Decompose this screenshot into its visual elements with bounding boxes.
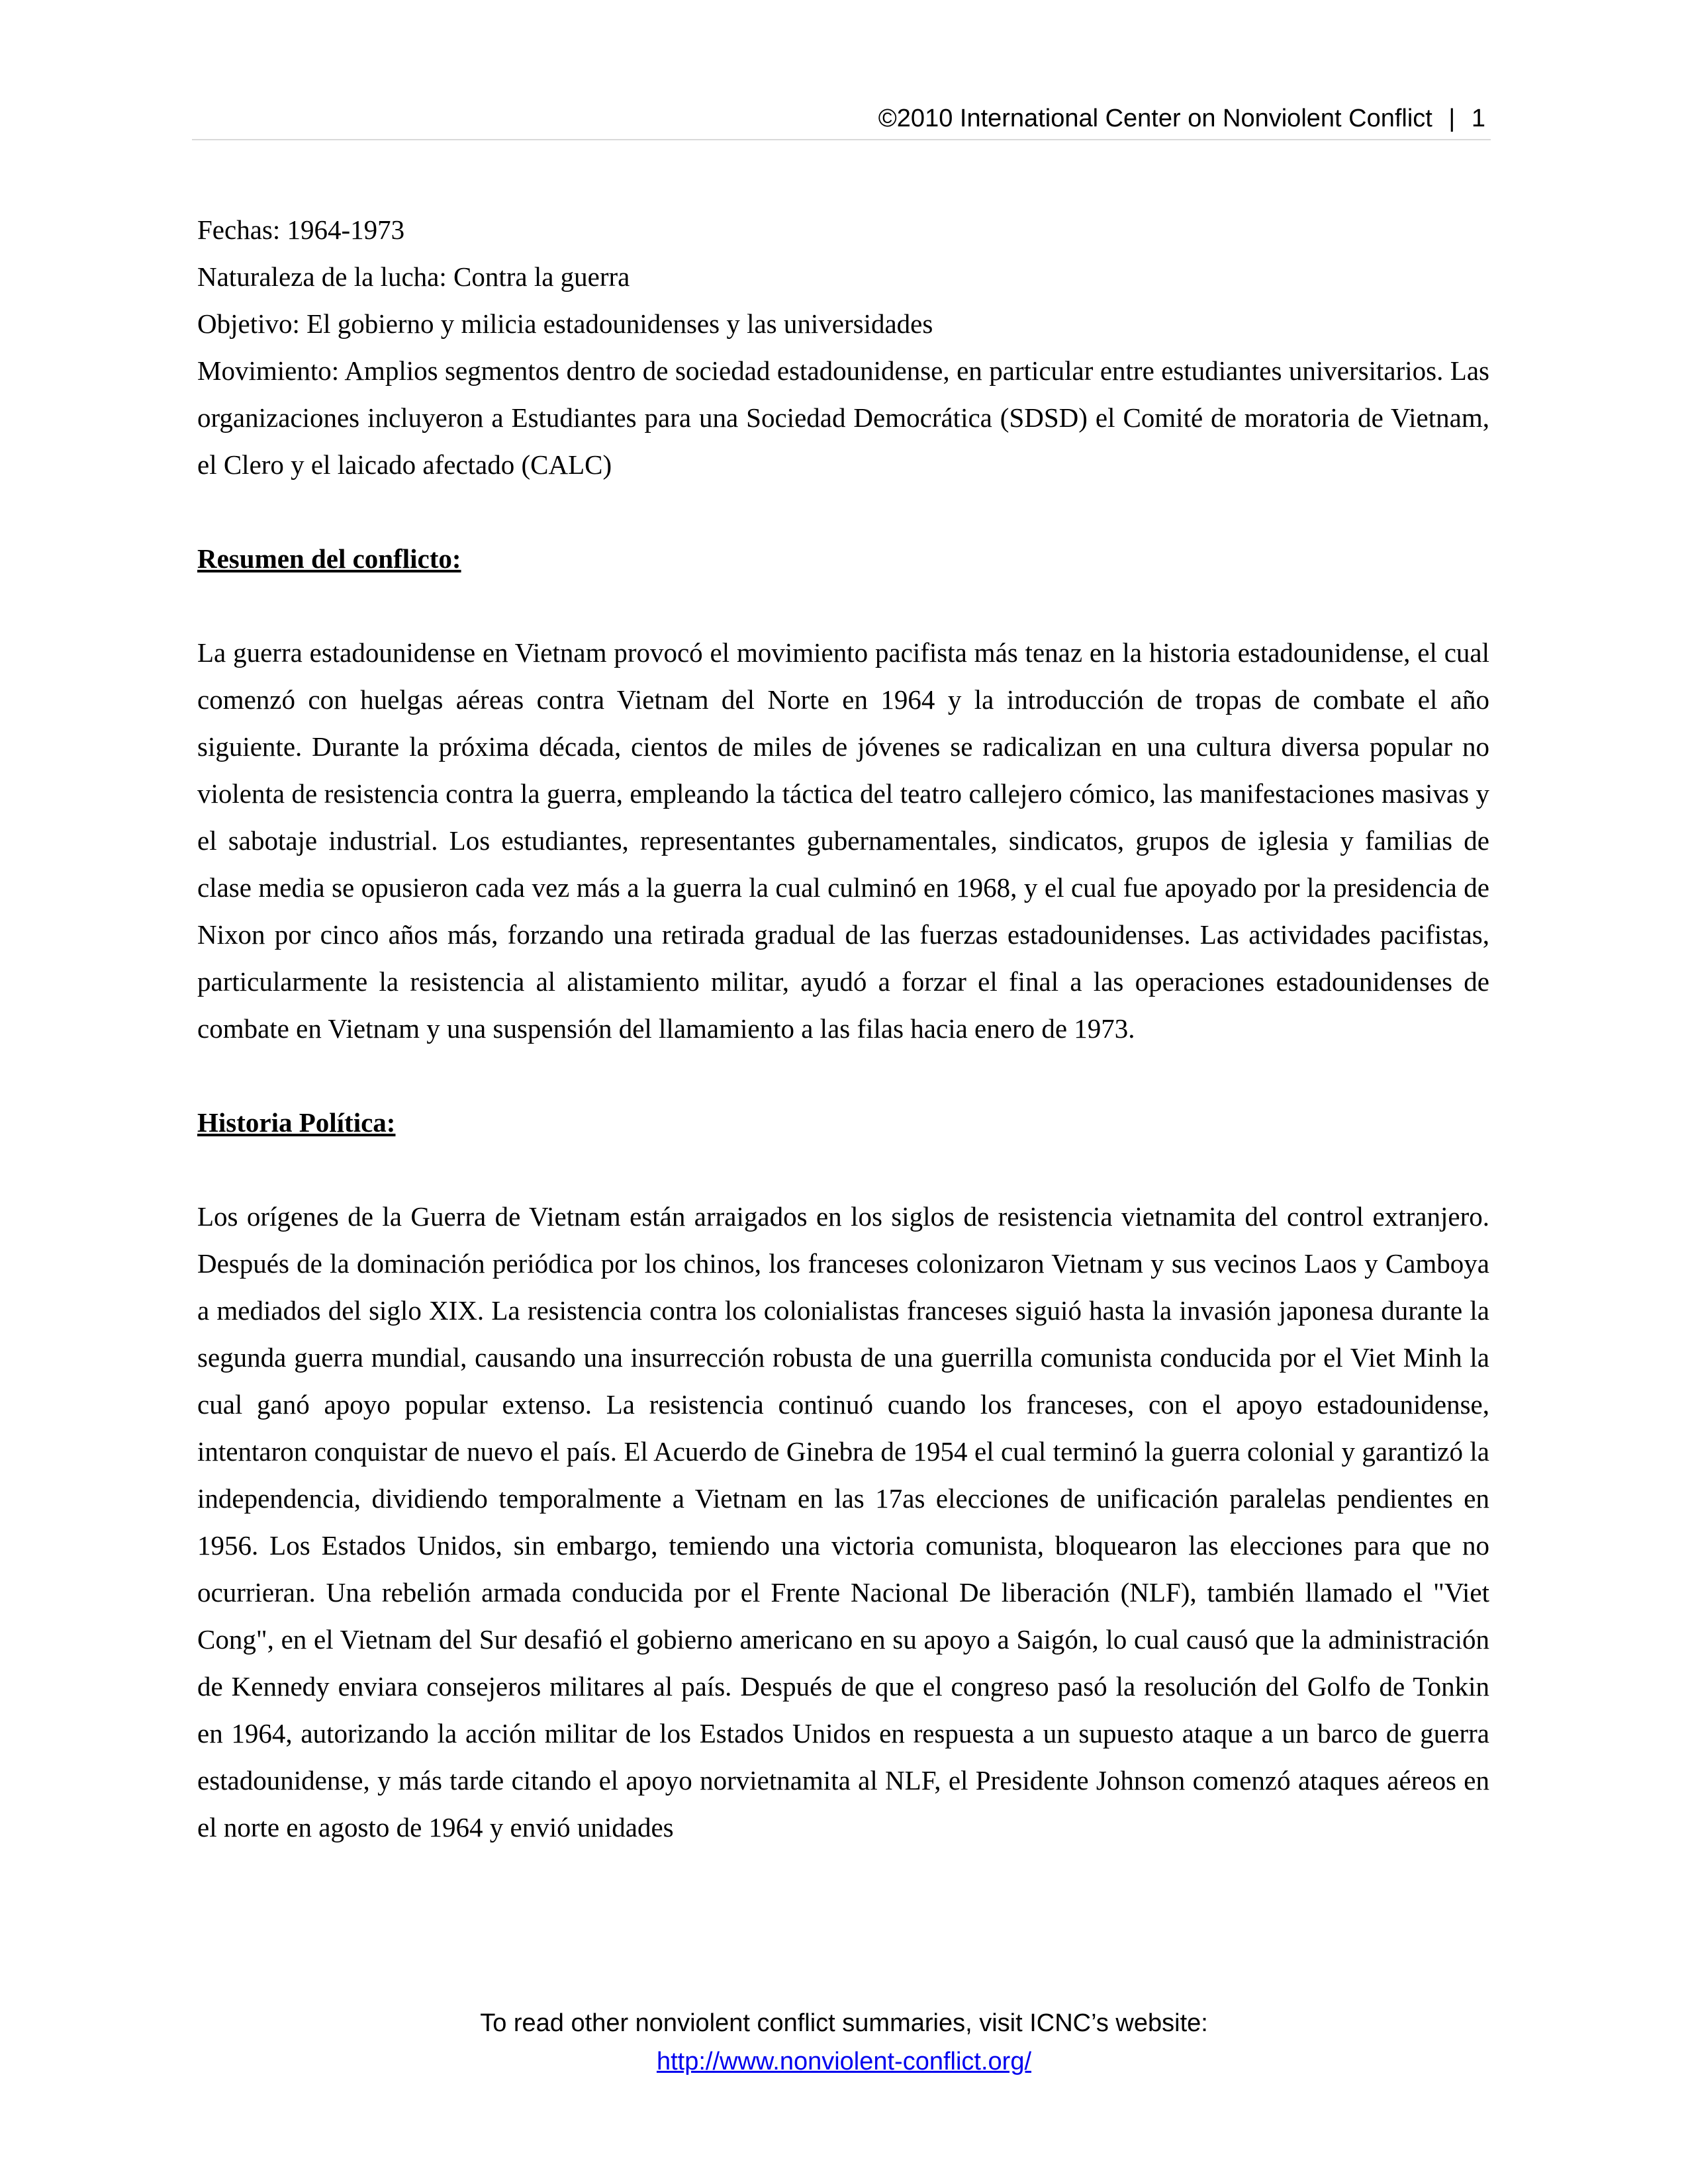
spacer: [197, 1146, 1489, 1193]
section-heading-history: Historia Política:: [197, 1107, 396, 1138]
footer-website-link[interactable]: http://www.nonviolent-conflict.org/: [656, 2048, 1032, 2075]
section-body-history: Los orígenes de la Guerra de Vietnam están arraigados en los siglos de resistencia vietnamita del control extranjero. Después de la dominación periódica por los chinos, los franceses colonizaron Vietnam y sus vecinos Laos y Camboya a mediados del siglo XIX. La resistencia contra los colonialistas franceses siguió hasta la invasión japonesa durante la segunda guerra mundial, causando una insurrección robusta de una guerrilla comunista conducida por el Viet Minh la cual ganó apoyo popular extenso. La resistencia continuó cuando los franceses, con el apoyo estadounidense, intentaron conquistar de nuevo el país. El Acuerdo de Ginebra de 1954 el cual terminó la guerra colonial y garantizó la independencia, dividiendo temporalmente a Vietnam en las 17as elecciones de unificación paralelas pendientes en 1956. Los Estados Unidos, sin embargo, temiendo una victoria comunista, bloquearon las elecciones para que no ocurrieran. Una rebelión armada conducida por el Frente Nacional De liberación (NLF), también llamado el "Viet Cong", en el Vietnam del Sur desafió el gobierno americano en su apoyo a Saigón, lo cual causó que la administración de Kennedy enviara consejeros militares al país. Después de que el congreso pasó la resolución del Golfo de Tonkin en 1964, autorizando la acción militar de los Estados Unidos en respuesta a un supuesto ataque a un barco de guerra estadounidense, y más tarde citando el apoyo norvietnamita al NLF, el Presidente Johnson comenzó ataques aéreos en el norte en agosto de 1964 y envió unidades: [197, 1201, 1489, 1843]
spacer: [197, 488, 1489, 535]
spacer: [197, 582, 1489, 629]
header-separator: |: [1448, 105, 1456, 132]
meta-movement: Movimiento: Amplios segmentos dentro de sociedad estadounidense, en particular entre estudiantes universitarios. Las organizaciones incluyeron a Estudiantes para una Sociedad Democrática (SDSD) el Comité de moratoria de Vietnam, el Clero y el laicado afectado (CALC): [197, 355, 1489, 480]
page-footer: [0, 2004, 1688, 2081]
section-heading-summary: Resumen del conflicto:: [197, 543, 461, 574]
meta-nature: Naturaleza de la lucha: Contra la guerra: [197, 261, 630, 292]
meta-dates: Fechas: 1964-1973: [197, 214, 405, 245]
page-number: 1: [1471, 105, 1485, 132]
page-header: [192, 98, 1491, 140]
document-body: [197, 206, 1489, 1851]
header-copyright: ©2010 International Center on Nonviolent Conflict: [878, 105, 1432, 132]
footer-text: To read other nonviolent conflict summaries, visit ICNC’s website:: [480, 2009, 1208, 2037]
meta-objective: Objetivo: El gobierno y milicia estadounidenses y las universidades: [197, 308, 933, 339]
spacer: [197, 1052, 1489, 1099]
section-body-summary: La guerra estadounidense en Vietnam provocó el movimiento pacifista más tenaz en la historia estadounidense, el cual comenzó con huelgas aéreas contra Vietnam del Norte en 1964 y la introducción de tropas de combate el año siguiente. Durante la próxima década, cientos de miles de jóvenes se radicalizan en una cultura diversa popular no violenta de resistencia contra la guerra, empleando la táctica del teatro callejero cómico, las manifestaciones masivas y el sabotaje industrial. Los estudiantes, representantes gubernamentales, sindicatos, grupos de iglesia y familias de clase media se opusieron cada vez más a la guerra la cual culminó en 1968, y el cual fue apoyado por la presidencia de Nixon por cinco años más, forzando una retirada gradual de las fuerzas estadounidenses. Las actividades pacifistas, particularmente la resistencia al alistamiento militar, ayudó a forzar el final a las operaciones estadounidenses de combate en Vietnam y una suspensión del llamamiento a las filas hacia enero de 1973.: [197, 637, 1489, 1044]
